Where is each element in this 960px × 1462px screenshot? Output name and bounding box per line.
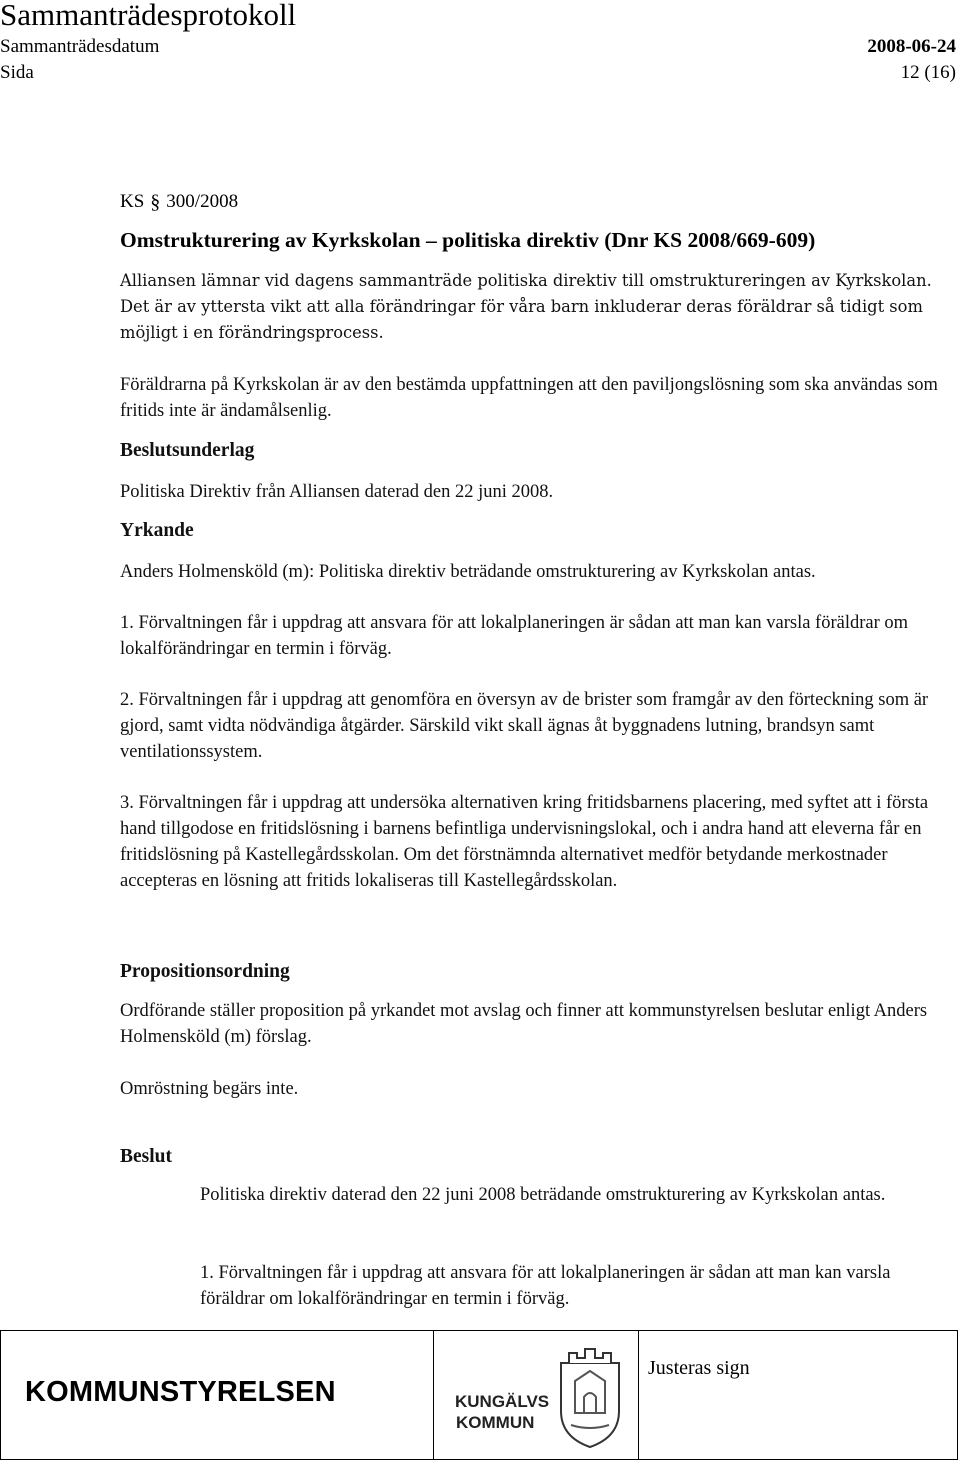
organization-name: KOMMUNSTYRELSEN [25, 1376, 336, 1408]
parents-paragraph: Föräldrarna på Kyrkskolan är av den bestämda uppfattningen att den paviljongslösning som ska användas som fritids inte är ändamålsenlig. [120, 375, 938, 421]
section-sign-icon: § [150, 191, 161, 213]
municipal-crest-icon [555, 1341, 625, 1451]
page-number: 12 (16) [900, 62, 956, 83]
decision-heading: Beslut [120, 1146, 173, 1167]
basis-text: Politiska Direktiv från Alliansen daterad den 22 juni 2008. [120, 482, 554, 502]
case-reference [120, 190, 238, 213]
footer-organization-cell [1, 1331, 434, 1459]
case-title: Omstrukturering av Kyrkskolan – politiska direktiv (Dnr KS 2008/669-609) [120, 228, 816, 252]
meeting-date-label: Sammanträdesdatum [0, 36, 160, 57]
logo-line-2: KOMMUN [456, 1413, 535, 1432]
intro-paragraph: Alliansen lämnar vid dagens sammanträde politiska direktiv till omstruktureringen av Kyrkskolan. Det är av yttersta vikt att alla förändringar för våra barn inkluderar deras föräldrar så tidigt som möjligt i en förändringsprocess. [120, 271, 932, 342]
point-3: 3. Förvaltningen får i uppdrag att undersöka alternativen kring fritidsbarnens placering, med syftet att i första hand tillgodose en fritidslösning i barnens befintliga undervisningslokal, och i andra hand att eleverna får en fritidslösning på Kastellegårdsskolan. Om det förstnämnda alternativet medför betydande merkostnader accepteras en lösning att fritids lokaliseras till Kastellegårdsskolan. [120, 793, 929, 891]
signature-label: Justeras sign [648, 1357, 750, 1379]
motion-text: Anders Holmensköld (m): Politiska direktiv beträdande omstrukturering av Kyrkskolan antas. [120, 562, 816, 582]
footer-logo-cell [433, 1331, 639, 1459]
case-number: 300/2008 [166, 191, 239, 212]
proposition-text: Ordförande ställer proposition på yrkandet mot avslag och finner att kommunstyrelsen beslutar enligt Anders Holmensköld (m) förslag. [120, 1001, 928, 1047]
point-2: 2. Förvaltningen får i uppdrag att genomföra en översyn av de brister som framgår av den förteckning som är gjord, samt vidta nödvändiga åtgärder. Särskild vikt skall ägnas åt byggnadens lutning, brandsyn samt ventilationssystem. [120, 690, 929, 762]
page-label: Sida [0, 62, 34, 83]
meeting-date-value: 2008-06-24 [867, 36, 956, 57]
document-title: Sammanträdesprotokoll [0, 0, 297, 32]
proposition-heading: Propositionsordning [120, 961, 290, 982]
decision-point-1: 1. Förvaltningen får i uppdrag att ansvara för att lokalplaneringen är sådan att man kan varsla föräldrar om lokalförändringar en termin i förväg. [200, 1263, 891, 1309]
point-1: 1. Förvaltningen får i uppdrag att ansvara för att lokalplaneringen är sådan att man kan varsla föräldrar om lokalförändringar en termin i förväg. [120, 613, 909, 659]
motion-heading: Yrkande [120, 520, 194, 541]
decision-text: Politiska direktiv daterad den 22 juni 2008 beträdande omstrukturering av Kyrkskolan antas. [200, 1185, 886, 1205]
footer [0, 1330, 958, 1460]
logo-line-1: KUNGÄLVS [455, 1392, 550, 1411]
case-prefix: KS [120, 191, 145, 212]
vote-text: Omröstning begärs inte. [120, 1079, 299, 1099]
basis-heading: Beslutsunderlag [120, 440, 255, 461]
